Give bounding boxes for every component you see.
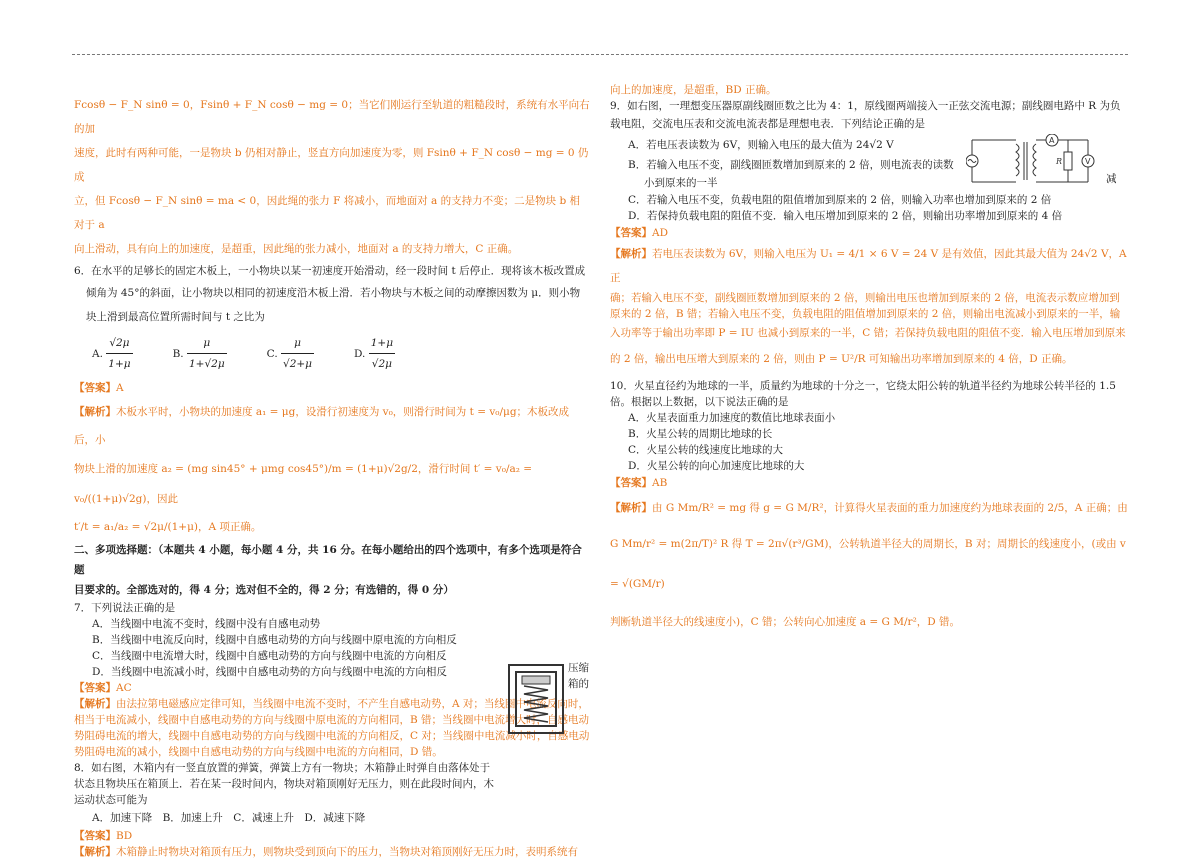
q8-stem-line: 运动状态可能为 [74,794,148,806]
q9-stem-line: 9．如右图，一理想变压器原副线圈匝数之比为 4：1，原线圈两端接入一正弦交流电源；副线圈电路中 R 为负 [610,100,1121,112]
q9-option: A．若电压表读数为 6V，则输入电压的最大值为 24√2 V [628,139,894,151]
primary-coil [1016,144,1019,176]
q5-analysis-line: Fcosθ − F_N sinθ = 0，Fsinθ + F_N cosθ − mg = 0；当它们刚运行至轨道的粗糙段时，系统有水平向右的加 [74,99,590,135]
q7-option: B．当线圈中电流反向时，线圈中自感电动势的方向与线圈中原电流的方向相反 [92,634,457,646]
q10-analysis-line: 判断轨道半径大的线速度小)，C 错；公转向心加速度 a = G M/r²，D 错。 [610,616,961,628]
q10-option: C．火星公转的线速度比地球的大 [628,444,784,456]
q6-analysis-2: 物块上滑的加速度 a₂ = (mg sin45° + μmg cos45°)/m = (1+μ)√2g/2，滑行时间 t′ = v₀/a₂ = v₀/((1+μ)√2g)，因此 [74,463,533,505]
q7-option: D．当线圈中电流减小时，线圈中自感电动势的方向与线圈中电流的方向相反 [92,666,447,678]
q10-stem-line: 10．火星直径约为地球的一半，质量约为地球的十分之一，它绕太阳公转的轨道半径约为地球公转半径的 1.5 [610,380,1116,392]
section-2-title-cont: 目要求的。全部选对的，得 4 分；选对但不全的，得 2 分；有选错的，得 0 分） [74,584,454,596]
q10-analysis: 【解析】由 G Mm/R² = mg 得 g = G M/R²，计算得火星表面的重力加速度约为地球表面的 2/5，A 正确；由 [610,502,1128,514]
q6-answer: 【答案】A [74,382,124,394]
q8-analysis-cont: 向上的加速度，是超重，BD 正确。 [610,84,777,96]
q10-option: D．火星公转的向心加速度比地球的大 [628,460,805,472]
q10-analysis-line: G Mm/r² = m(2π/T)² R 得 T = 2π√(r³/GM)，公转轨道半径大的周期长，B 对；周期长的线速度小，(或由 v = √(GM/r) [610,538,1126,590]
block-on-spring [522,676,550,684]
q6-analysis-3: t′/t = a₁/a₂ = √2μ/(1+μ)，A 项正确。 [74,521,262,533]
q9-option: D．若保持负载电阻的阻值不变．输入电压增加到原来的 2 倍，则输出功率增加到原来的 4 倍 [628,210,1063,222]
q6-analysis: 【解析】木板水平时，小物块的加速度 a₁ = μg，设滑行初速度为 v₀，则滑行时间为 t = v₀/μg；木板改成后，小 [74,406,570,446]
q9-analysis: 【解析】若电压表读数为 6V，则输入电压为 U₁ = 4/1 × 6 V = 24 V 是有效值，因此其最大值为 24√2 V，A 正 [610,248,1127,284]
q8-side-words [568,660,589,692]
q6-option-d: D. $\frac{1+\mu}{√2\mu}$ [354,333,395,374]
q9-analysis-line: 原来的 2 倍，B 错；若输入电压不变，负载电阻的阻值增加到原来的 2 倍，则输出电流减小到原来的一半，输 [610,308,1121,320]
q10-option: B．火星公转的周期比地球的长 [628,428,773,440]
spring [524,686,548,722]
q9-answer: 【答案】AD [610,227,669,239]
q5-analysis-line: 向上滑动，具有向上的加速度，是超重，因此绳的张力减小，地面对 a 的支持力增大，C 正确。 [74,243,519,255]
q8-analysis: 【解析】木箱静止时物块对箱顶有压力，则物块受到顶向下的压力，当物块对箱顶刚好无压力时，表明系统有 [74,846,578,858]
q10-answer: 【答案】AB [610,477,668,489]
q6-stem-line: 倾角为 45°的斜面，让小物块以相同的初速度沿木板上滑．若小物块与木板之间的动摩擦因数为 μ．则小物 [86,287,581,299]
q6-option-b: B. $\frac{\mu}{1+√2\mu}$ [173,333,227,374]
q9-stem-line: 载电阻，交流电压表和交流电流表都是理想电表．下列结论正确的是 [610,118,925,130]
q9-analysis-line: 入功率等于输出功率即 P = IU 也减小到原来的一半，C 错；若保持负载电阻的阻值不变．输入电压增加到原来 [610,327,1126,339]
q7-answer: 【答案】AC [74,682,132,694]
q6-option-c: C. $\frac{\mu}{√2+\mu}$ [267,333,314,374]
svg-text:A: A [1049,136,1055,145]
q9-option-cont: 小到原来的一半 [644,177,718,189]
q6-stem-line: 块上滑到最高位置所需时间与 t 之比为 [86,311,265,323]
svg-text:R: R [1056,157,1063,166]
secondary-coil [1033,144,1036,176]
spring-box-figure [508,664,564,734]
q7-analysis: 【解析】由法拉第电磁感应定律可知，当线圈中电流不变时，不产生自感电动势，A 对；当线圈中电流反向时，相当于电流减小，线圈中自感电动势的方向与线圈中原电流的方向相同，B 错；当线圈中电流增大时，自感电动势阻碍电流的增大，线圈中自感电动势的方向与线圈中电流的方向相反，C 对；当线圈中电流减小时，自感电动势阻碍电流的减小，线圈中自感电动势的方向与线圈中电流的方向相同，D 错。 [74,698,590,758]
resistor-r [1064,152,1072,170]
q7-option: A．当线圈中电流不变时，线圈中没有自感电动势 [92,618,321,630]
q9-analysis-line: 的 2 倍，输出电压增大到原来的 2 倍，则由 P = U²/R 可知输出功率增加到原来的 4 倍，D 正确。 [610,353,1073,365]
q7-stem: 7．下列说法正确的是 [74,602,176,614]
q9-analysis-line: 确；若输入电压不变，副线圈匝数增加到原来的 2 倍，则输出电压也增加到原来的 2 倍，电流表示数应增加到 [610,292,1120,304]
q6-options [74,333,590,374]
q5-analysis-line: 速度，此时有两种可能，一是物块 b 仍相对静止，竖直方向加速度为零，则 Fsinθ + F_N cosθ − mg = 0 仍成 [74,147,589,183]
section-2-title: 二、多项选择题：（本题共 4 小题，每小题 4 分，共 16 分。在每小题给出的四个选项中，有多个选项是符合题 [74,544,582,576]
transformer-circuit-figure [966,134,1096,188]
page-header-divider [72,54,1128,55]
left-column [74,93,590,860]
q8-options: A．加速下降 B．加速上升 C．减速上升 D．减速下降 [92,812,366,824]
q8-side-word: 箱的 [568,678,589,690]
q9-option: B．若输入电压不变，副线圈匝数增加到原来的 2 倍，则电流表的读数 [628,159,954,171]
svg-text:V: V [1085,157,1091,166]
q8-stem-block [74,760,504,828]
q8-answer: 【答案】BD [74,830,133,842]
q8-stem-line: 状态且物块压在箱顶上．若在某一段时间内，物块对箱顶刚好无压力，则在此段时间内，木 [74,778,494,790]
q8-side-word: 压缩 [568,662,589,674]
q8-stem-line: 8．如右图，木箱内有一竖直放置的弹簧，弹簧上方有一物块；木箱静止时弹自由落体处于 [74,762,491,774]
q5-analysis-line: 立，但 Fcosθ − F_N sinθ = ma < 0，因此绳的张力 F 将减小，而地面对 a 的支持力不变；二是物块 b 相对于 a [74,195,581,231]
q9-side-word: 减 [1106,173,1117,185]
q6-option-a: A. $\frac{√2\mu}{1+\mu}$ [92,333,133,374]
q10-option: A．火星表面重力加速度的数值比地球表面小 [628,412,836,424]
q7-option: C．当线圈中电流增大时，线圈中自感电动势的方向与线圈中电流的方向相反 [92,650,447,662]
q9-option: C．若输入电压不变，负载电阻的阻值增加到原来的 2 倍，则输入功率也增加到原来的 2 倍 [628,194,1052,206]
q6-stem-line: 6．在水平的足够长的固定木板上，一小物块以某一初速度开始滑动，经一段时间 t 后停止．现将该木板改置成 [74,265,586,277]
q10-stem-line: 倍。根据以上数据，以下说法正确的是 [610,396,789,408]
